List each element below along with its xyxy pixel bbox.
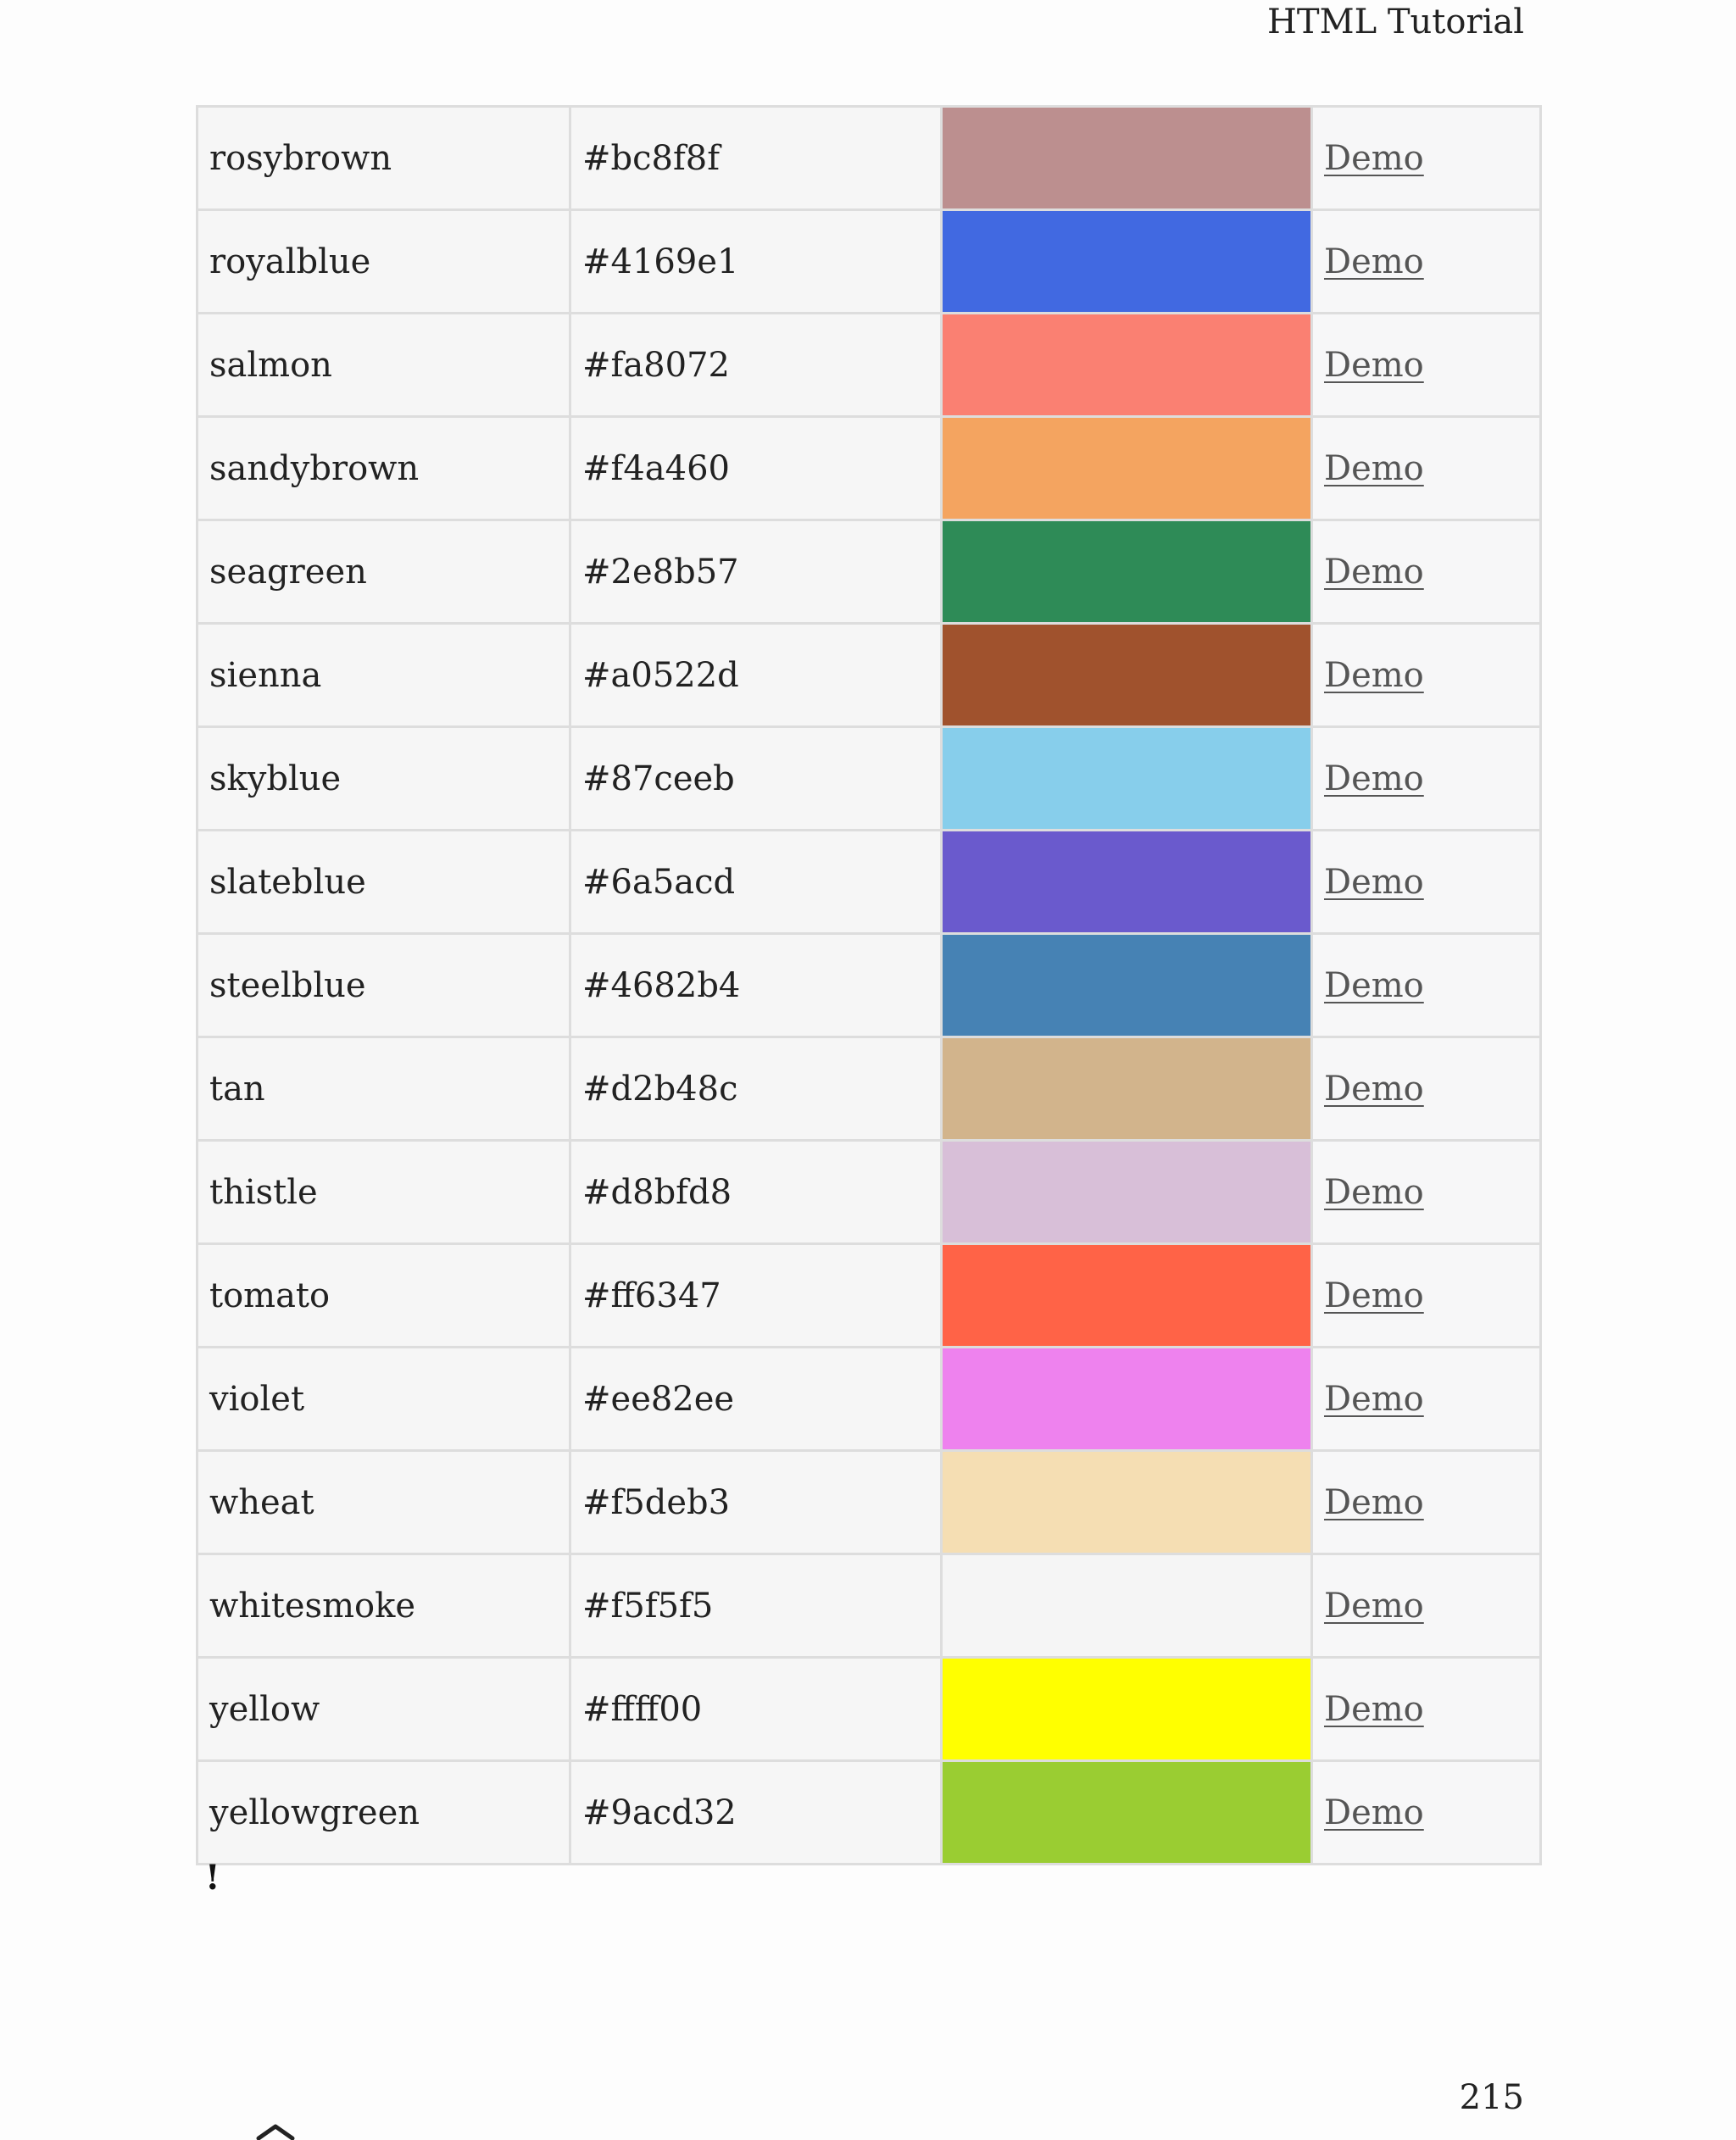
demo-link[interactable]: Demo — [1324, 345, 1424, 385]
demo-cell — [1312, 1244, 1541, 1348]
demo-link[interactable]: Demo — [1324, 552, 1424, 592]
page-number: 215 — [1459, 2078, 1524, 2117]
demo-cell — [1312, 210, 1541, 314]
color-name-cell: violet — [198, 1348, 570, 1451]
color-swatch — [942, 1244, 1312, 1348]
demo-cell — [1312, 1037, 1541, 1141]
color-hex-cell: #fa8072 — [570, 314, 942, 417]
color-name-cell: wheat — [198, 1451, 570, 1554]
table-row — [198, 417, 1541, 520]
table-row — [198, 107, 1541, 210]
demo-cell — [1312, 934, 1541, 1037]
color-swatch — [942, 1141, 1312, 1244]
color-name-cell: royalblue — [198, 210, 570, 314]
demo-link[interactable]: Demo — [1324, 448, 1424, 488]
color-swatch — [942, 727, 1312, 831]
color-hex-cell: #87ceeb — [570, 727, 942, 831]
demo-cell — [1312, 1451, 1541, 1554]
color-hex-cell: #f5f5f5 — [570, 1554, 942, 1658]
color-swatch — [942, 624, 1312, 727]
color-swatch — [942, 107, 1312, 210]
color-hex-cell: #bc8f8f — [570, 107, 942, 210]
color-hex-cell: #9acd32 — [570, 1761, 942, 1865]
demo-link[interactable]: Demo — [1324, 1069, 1424, 1109]
color-swatch — [942, 934, 1312, 1037]
color-name-cell: rosybrown — [198, 107, 570, 210]
color-hex-cell: #f4a460 — [570, 417, 942, 520]
color-swatch — [942, 520, 1312, 624]
color-name-cell: sienna — [198, 624, 570, 727]
demo-link[interactable]: Demo — [1324, 1793, 1424, 1832]
table-row — [198, 520, 1541, 624]
color-name-cell: sandybrown — [198, 417, 570, 520]
color-name-cell: salmon — [198, 314, 570, 417]
color-name-cell: slateblue — [198, 831, 570, 934]
table-row — [198, 210, 1541, 314]
demo-link[interactable]: Demo — [1324, 655, 1424, 695]
demo-cell — [1312, 520, 1541, 624]
demo-cell — [1312, 1348, 1541, 1451]
color-name-cell: skyblue — [198, 727, 570, 831]
color-name-cell: tomato — [198, 1244, 570, 1348]
color-hex-cell: #f5deb3 — [570, 1451, 942, 1554]
demo-cell — [1312, 624, 1541, 727]
table-row — [198, 1451, 1541, 1554]
color-swatch — [942, 210, 1312, 314]
stray-mark: ! — [205, 1858, 220, 1898]
table-row — [198, 934, 1541, 1037]
color-hex-cell: #4169e1 — [570, 210, 942, 314]
color-table-body — [198, 107, 1541, 1865]
demo-cell — [1312, 1554, 1541, 1658]
table-row — [198, 1554, 1541, 1658]
demo-cell — [1312, 1761, 1541, 1865]
table-row — [198, 1348, 1541, 1451]
color-hex-cell: #d2b48c — [570, 1037, 942, 1141]
demo-link[interactable]: Demo — [1324, 965, 1424, 1005]
demo-link[interactable]: Demo — [1324, 242, 1424, 281]
color-hex-cell: #ee82ee — [570, 1348, 942, 1451]
demo-link[interactable]: Demo — [1324, 1586, 1424, 1626]
color-hex-cell: #ff6347 — [570, 1244, 942, 1348]
color-hex-cell: #4682b4 — [570, 934, 942, 1037]
table-row — [198, 624, 1541, 727]
color-name-cell: tan — [198, 1037, 570, 1141]
demo-link[interactable]: Demo — [1324, 138, 1424, 178]
table-row — [198, 1141, 1541, 1244]
color-table — [196, 105, 1542, 1865]
color-swatch — [942, 1658, 1312, 1761]
color-swatch — [942, 1037, 1312, 1141]
color-name-cell: steelblue — [198, 934, 570, 1037]
color-name-cell: yellow — [198, 1658, 570, 1761]
demo-link[interactable]: Demo — [1324, 1172, 1424, 1212]
color-name-cell: whitesmoke — [198, 1554, 570, 1658]
demo-cell — [1312, 417, 1541, 520]
color-hex-cell: #2e8b57 — [570, 520, 942, 624]
color-swatch — [942, 1761, 1312, 1865]
color-swatch — [942, 314, 1312, 417]
page-header-title: HTML Tutorial — [1267, 3, 1524, 42]
color-hex-cell: #a0522d — [570, 624, 942, 727]
color-hex-cell: #6a5acd — [570, 831, 942, 934]
color-swatch — [942, 1554, 1312, 1658]
table-row — [198, 727, 1541, 831]
demo-link[interactable]: Demo — [1324, 1276, 1424, 1315]
color-name-cell: seagreen — [198, 520, 570, 624]
demo-link[interactable]: Demo — [1324, 862, 1424, 902]
caret-up-icon[interactable] — [255, 2123, 296, 2140]
table-row — [198, 831, 1541, 934]
color-hex-cell: #d8bfd8 — [570, 1141, 942, 1244]
demo-link[interactable]: Demo — [1324, 1482, 1424, 1522]
table-row — [198, 1658, 1541, 1761]
demo-link[interactable]: Demo — [1324, 759, 1424, 798]
demo-cell — [1312, 1658, 1541, 1761]
color-swatch — [942, 831, 1312, 934]
demo-link[interactable]: Demo — [1324, 1689, 1424, 1729]
demo-link[interactable]: Demo — [1324, 1379, 1424, 1419]
demo-cell — [1312, 107, 1541, 210]
table-row — [198, 314, 1541, 417]
demo-cell — [1312, 831, 1541, 934]
color-name-cell: thistle — [198, 1141, 570, 1244]
color-swatch — [942, 1451, 1312, 1554]
color-swatch — [942, 1348, 1312, 1451]
color-hex-cell: #ffff00 — [570, 1658, 942, 1761]
demo-cell — [1312, 314, 1541, 417]
color-swatch — [942, 417, 1312, 520]
table-row — [198, 1037, 1541, 1141]
table-row — [198, 1761, 1541, 1865]
demo-cell — [1312, 1141, 1541, 1244]
color-name-cell: yellowgreen — [198, 1761, 570, 1865]
demo-cell — [1312, 727, 1541, 831]
table-row — [198, 1244, 1541, 1348]
